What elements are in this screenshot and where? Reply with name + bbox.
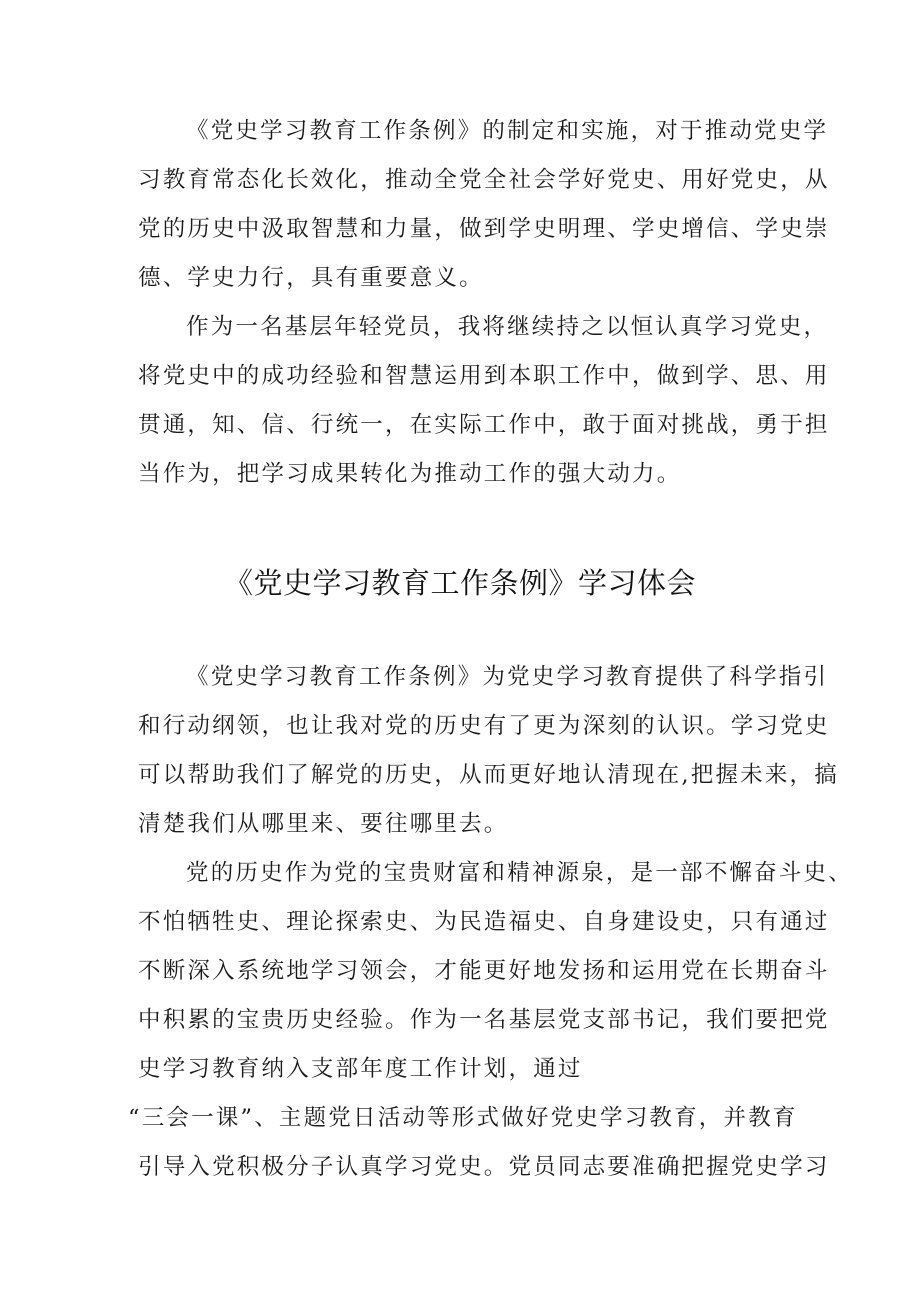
- paragraph-line: 党的历史作为党的宝贵财富和精神源泉，是一部不懈奋斗史、: [186, 860, 853, 886]
- paragraph-line: 不怕牺牲史、理论探索史、为民造福史、自身建设史，只有通过: [138, 909, 830, 935]
- paragraph-line: 将党史中的成功经验和智慧运用到本职工作中，做到学、思、用: [138, 363, 830, 389]
- paragraph-line: 清楚我们从哪里来、要往哪里去。: [138, 811, 509, 837]
- paragraph-line: 贯通，知、信、行统一，在实际工作中，敢于面对挑战，勇于担: [138, 412, 830, 438]
- paragraph-line: 中积累的宝贵历史经验。作为一名基层党支部书记，我们要把党: [138, 1007, 830, 1033]
- paragraph-line: 党的历史中汲取智慧和力量，做到学史明理、学史增信、学史崇: [138, 216, 830, 242]
- paragraph-line: “三会一课”、主题党日活动等形式做好党史学习教育，并教育: [128, 1105, 798, 1131]
- paragraph-line: 德、学史力行，具有重要意义。: [138, 265, 484, 291]
- paragraph-line: 和行动纲领，也让我对党的历史有了更为深刻的认识。学习党史: [138, 713, 830, 739]
- paragraph-line: 史学习教育纳入支部年度工作计划，通过: [138, 1056, 583, 1082]
- paragraph-line: 《党史学习教育工作条例》的制定和实施，对于推动党史学: [186, 118, 829, 144]
- paragraph-line: 当作为，把学习成果转化为推动工作的强大动力。: [138, 461, 682, 487]
- paragraph-line: 习教育常态化长效化，推动全党全社会学好党史、用好党史，从: [138, 167, 830, 193]
- paragraph-line: 作为一名基层年轻党员，我将继续持之以恒认真学习党史，: [186, 314, 829, 340]
- paragraph-line: 《党史学习教育工作条例》为党史学习教育提供了科学指引: [186, 664, 829, 690]
- paragraph-line: 可以帮助我们了解党的历史，从而更好地认清现在,把握未来，搞: [138, 762, 839, 788]
- section-title: 《党史学习教育工作条例》学习体会: [223, 566, 696, 600]
- paragraph-line: 引导入党积极分子认真学习党史。党员同志要准确把握党史学习: [138, 1154, 830, 1180]
- paragraph-line: 不断深入系统地学习领会，才能更好地发扬和运用党在长期奋斗: [138, 958, 830, 984]
